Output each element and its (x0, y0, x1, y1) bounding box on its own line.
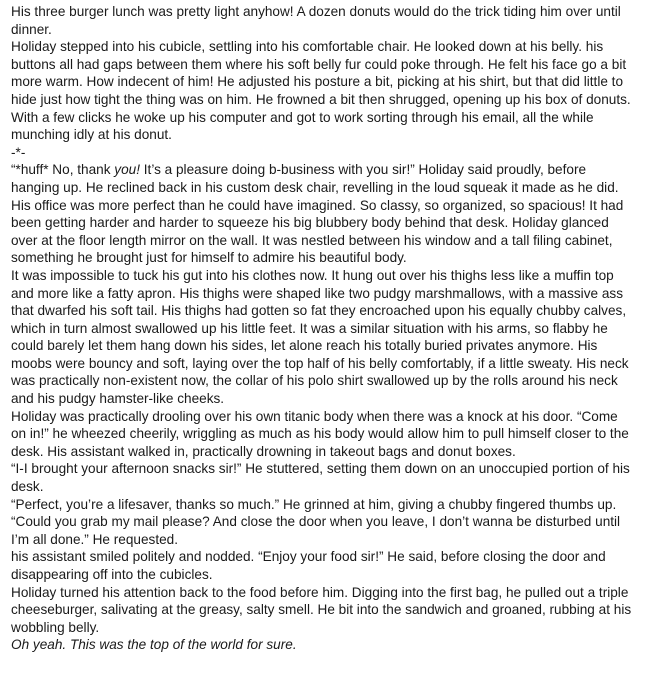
paragraph-knock: Holiday was practically drooling over his own titanic body when there was a knock at his door. “Come on in!” he wheezed cheerily, wriggling as much as his body would allow him to pull himself closer to the desk. His assistant walked in, practically drowning in takeout bags and donut boxes. (11, 408, 629, 459)
paragraph-closing-line (11, 636, 636, 654)
closing-line-text: Oh yeah. This was the top of the world for sure. (11, 637, 297, 653)
paragraph-office (11, 161, 636, 267)
scene-break: -*- (11, 144, 26, 160)
paragraph-assistant-leaves: his assistant smiled politely and nodded. “Enjoy your food sir!” He said, before closing the door and disappearing off into the cubicles. (11, 549, 606, 582)
office-text-after: It’s a pleasure doing b-business with you sir!” Holiday said proudly, before hanging up. He reclined back in his custom desk chair, revelling in the loud squeak it made as he did. His office was more perfect than he could have imagined. So classy, so organized, so spacious! It had been getting harder and harder to squeeze his big blubbery body behind that desk. Holiday glanced over at the floor length mirror on the wall. It was nestled between his window and a tall filing cabinet, something he brought just for himself to admire his beautiful body. (11, 162, 624, 266)
paragraph-snacks: “I-I brought your afternoon snacks sir!” He stuttered, setting them down on an unoccupied portion of his desk. (11, 461, 630, 495)
office-text-emphasis: you! (114, 162, 140, 178)
paragraph-lunch: His three burger lunch was pretty light anyhow! A dozen donuts would do the trick tiding him over until dinner. (11, 4, 621, 37)
paragraph-body-description: It was impossible to tuck his gut into his clothes now. It hung out over his thighs less like a muffin top and more like a fatty apron. His thighs were shaped like two pudgy marshmallows, with a massive ass that dwarfed his soft tail. His thighs had gotten so fat they encroached upon his equally chubby calves, which in turn almost swallowed up his little feet. It was a similar situation with his arms, so flabby he could barely let them hang down his sides, let alone reach his totally buried privates anymore. His moobs were bouncy and soft, laying over the top half of his belly comfortably, if a little sweaty. His neck was practically non-existent now, the collar of his polo shirt swallowed up by the rolls around his neck and his pudgy hamster-like cheeks. (11, 267, 629, 407)
paragraph-lifesaver: “Perfect, you’re a lifesaver, thanks so much.” He grinned at him, giving a chubby fingered thumbs up. (11, 496, 617, 512)
paragraph-cubicle: Holiday stepped into his cubicle, settling into his comfortable chair. He looked down at his belly. his buttons all had gaps between them where his soft belly fur could poke through. He felt his face go a bit more warm. How indecent of him! He adjusted his posture a bit, picking at his shirt, but that did little to hide just how tight the thing was on him. He frowned a bit then shrugged, opening up his box of donuts. With a few clicks he woke up his computer and got to work sorting through his email, all the while munching idly at his donut. (11, 39, 631, 143)
paragraph-cheeseburger: Holiday turned his attention back to the food before him. Digging into the first bag, he pulled out a triple cheeseburger, salivating at the greasy, salty smell. He bit into the sandwich and groaned, rubbing at his wobbling belly. (11, 584, 632, 635)
office-text-before: “*huff* No, thank (11, 162, 115, 178)
paragraph-mail-request: “Could you grab my mail please? And close the door when you leave, I don’t wanna be disturbed until I’m all done.” He requested. (11, 514, 621, 547)
